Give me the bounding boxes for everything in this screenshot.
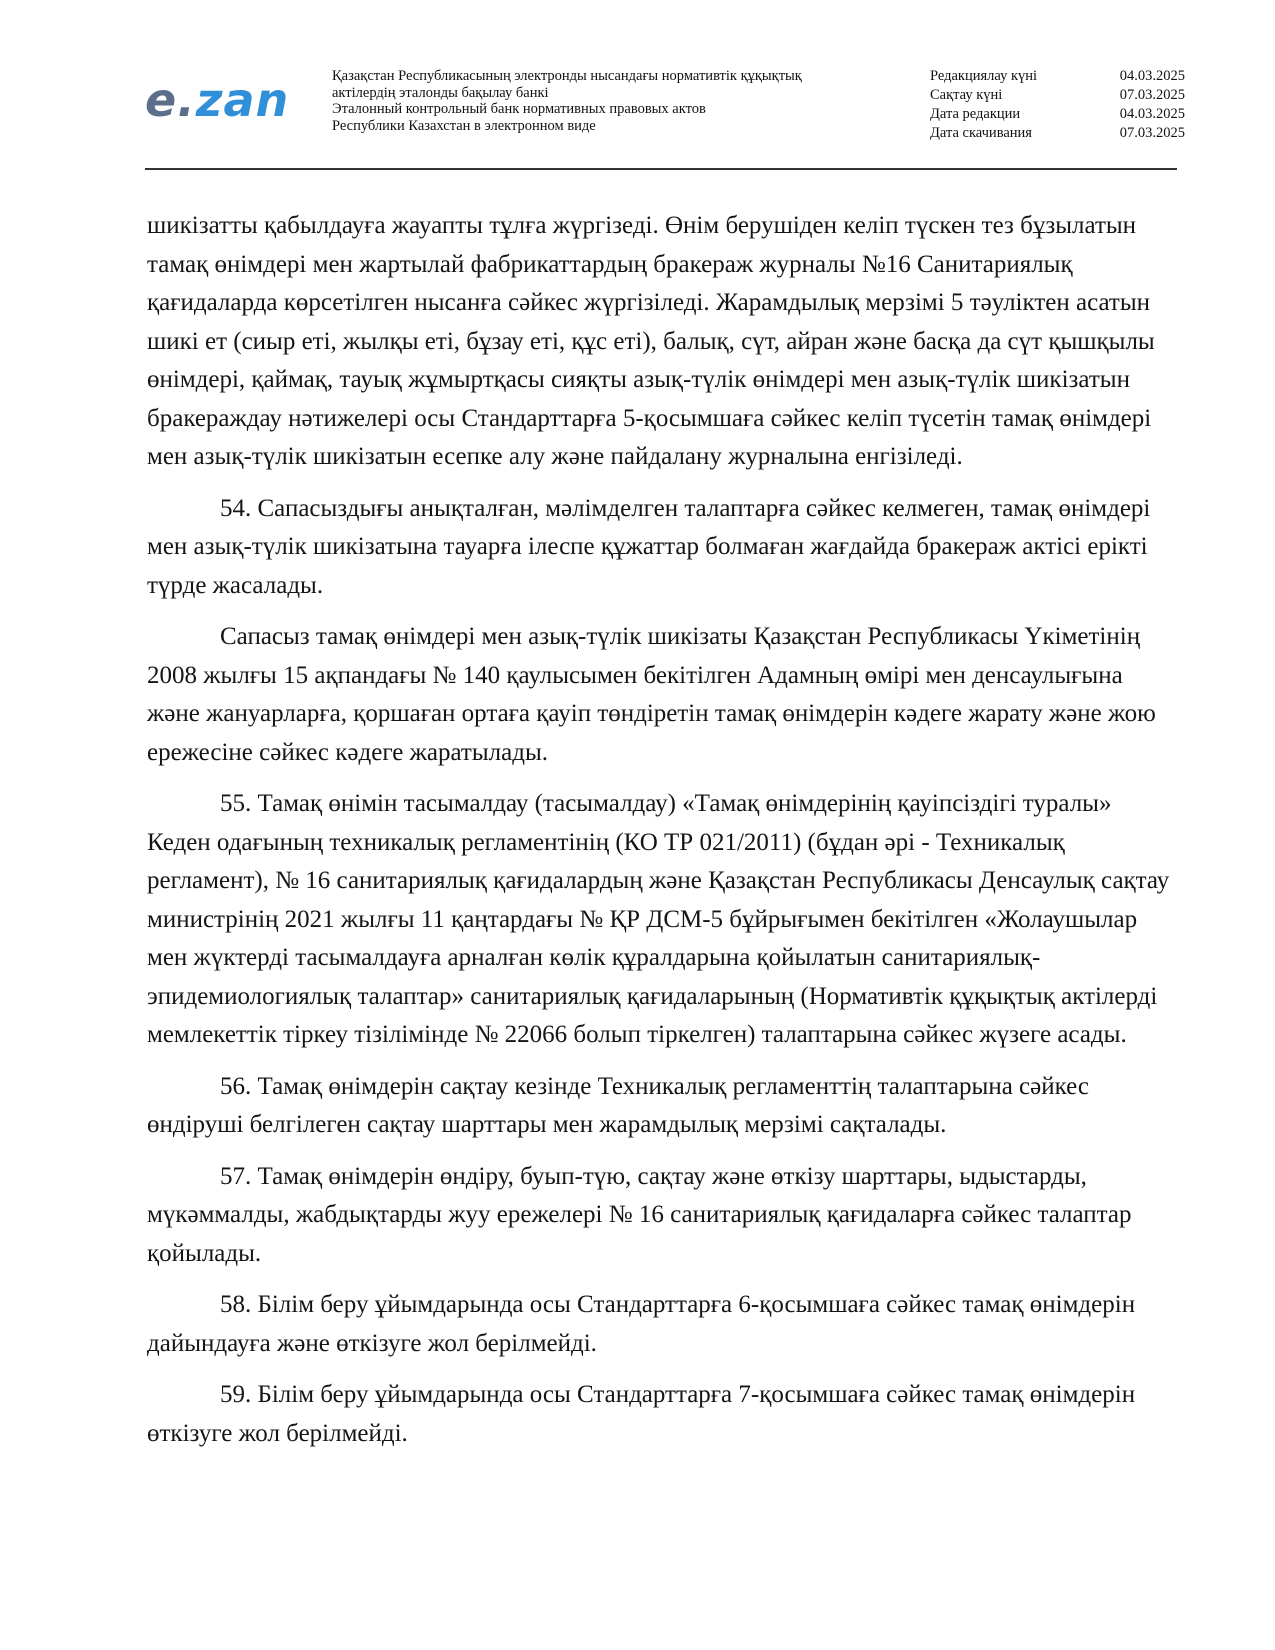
meta-value: 07.03.2025 — [1119, 87, 1185, 103]
meta-label: Сақтау күні — [930, 87, 1003, 103]
logo-part-e: e — [145, 73, 178, 127]
meta-value: 04.03.2025 — [1119, 106, 1185, 122]
bank-title-line: Эталонный контрольный банк нормативных правовых актов — [332, 101, 706, 117]
paragraph-54-continued: Сапасыз тамақ өнімдері мен азық-түлік шикізаты Қазақстан Республикасы Үкіметінің 2008 жылғы 15 ақпандағы № 140 қаулысымен бекітілген Адамның өмірі мен денсаулығына және жануарларға, қоршаған ортаға қауіп төндіретін тамақ өнімдерін кәдеге жарату және жою ережесіне сәйкес кәдеге жаратылады. — [147, 623, 1156, 766]
date-metadata — [930, 67, 1185, 143]
header-divider — [145, 168, 1177, 170]
document-header — [0, 0, 1275, 172]
meta-row-download-date-ru — [930, 124, 1185, 143]
meta-label: Дата скачивания — [930, 125, 1032, 141]
paragraph-58: 58. Білім беру ұйымдарында осы Стандарттарға 6-қосымшаға сәйкес тамақ өнімдерін дайындауға және өткізуге жол берілмейді. — [147, 1291, 1136, 1357]
logo-dot: . — [177, 73, 196, 127]
meta-label: Дата редакции — [930, 106, 1021, 122]
paragraph-56: 56. Тамақ өнімдерін сақтау кезінде Техникалық регламенттің талаптарына сәйкес өндіруші белгілеген сақтау шарттары мен жарамдылық мерзімі сақталады. — [147, 1072, 1089, 1138]
bank-title — [332, 68, 892, 134]
meta-row-edit-date-ru — [930, 105, 1185, 124]
paragraph-59: 59. Білім беру ұйымдарында осы Стандарттарға 7-қосымшаға сәйкес тамақ өнімдерін өткізуге жол берілмейді. — [147, 1381, 1136, 1447]
bank-title-line: Республики Казахстан в электронном виде — [332, 117, 596, 134]
paragraph-continuation: шикізатты қабылдауға жауапты тұлға жүргізеді. Өнім берушіден келіп түскен тез бұзылатын тамақ өнімдері мен жартылай фабрикаттардың бракераж журналы №16 Санитариялық қағидаларда көрсетілген нысанға сәйкес жүргізіледі. Жарамдылық мерзімі 5 тәуліктен асатын шикі ет (сиыр еті, жылқы еті, бұзау еті, құс еті), балық, сүт, айран және басқа да сүт қышқылы өнімдері, қаймақ, тауық жұмыртқасы сияқты азық-түлік өнімдері мен азық-түлік шикізатын бракераждау нәтижелері осы Стандарттарға 5-қосымшаға сәйкес келіп түсетін тамақ өнімдері мен азық-түлік шикізатын есепке алу және пайдалану журналына енгізіледі. — [147, 212, 1155, 470]
bank-title-line: Қазақстан Республикасының электронды нысандағы нормативтік құқықтық — [332, 68, 802, 84]
ezan-logo[interactable] — [145, 72, 289, 128]
paragraph-57: 57. Тамақ өнімдерін өндіру, буып-түю, сақтау және өткізу шарттары, ыдыстарды, мүкәммалды, жабдықтарды жуу ережелері № 16 санитариялық қағидаларға сәйкес талаптар қойылады. — [147, 1162, 1132, 1267]
meta-row-edit-date-kk — [930, 67, 1185, 86]
logo-part-zan: zan — [195, 73, 290, 127]
meta-row-save-date-kk — [930, 86, 1185, 105]
meta-value: 07.03.2025 — [1119, 125, 1185, 141]
meta-label: Редакциялау күні — [930, 68, 1038, 84]
paragraph-55: 55. Тамақ өнімін тасымалдау (тасымалдау) «Тамақ өнімдерінің қауіпсіздігі туралы» Кеден одағының техникалық регламентінің (КО ТР 021/2011) (бұдан әрі - Техникалық регламент), № 16 санитариялық қағидалардың және Қазақстан Республикасы Денсаулық сақтау министрінің 2021 жылғы 11 қаңтардағы № ҚР ДСМ-5 бұйрығымен бекітілген «Жолаушылар мен жүктерді тасымалдауға арналған көлік құралдарына қойылатын санитариялық-эпидемиологиялық талаптар» санитариялық қағидаларының (Нормативтік құқықтық актілерді мемлекеттік тіркеу тізілімінде № 22066 болып тіркелген) талаптарына сәйкес жүзеге асады. — [147, 790, 1170, 1048]
bank-title-line: актілердің эталонды бақылау банкі — [332, 84, 549, 101]
meta-value: 04.03.2025 — [1119, 68, 1185, 84]
paragraph-54: 54. Сапасыздығы анықталған, мәлімделген талаптарға сәйкес келмеген, тамақ өнімдері мен азық-түлік шикізатына тауарға ілеспе құжаттар болмаған жағдайда бракераж актісі ерікті түрде жасалады. — [147, 494, 1151, 599]
document-body — [147, 207, 1172, 1466]
